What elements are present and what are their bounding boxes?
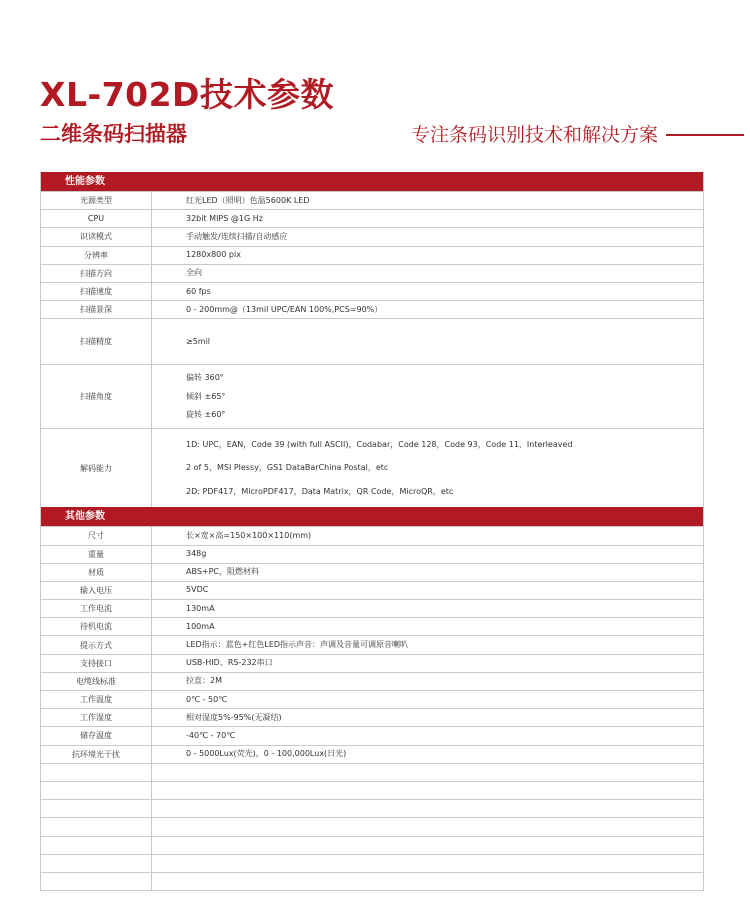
table-row [41,282,703,300]
table-row [41,545,703,563]
row-value: ≥5mil [186,336,211,346]
section-header-performance: 性能参数 [41,172,703,191]
row-label: 提示方式 [41,636,152,653]
row-value: 长×宽×高=150×100×110(mm) [186,530,312,540]
row-value: 1280x800 pix [186,250,241,260]
table-row-empty [41,817,703,835]
row-label: 解码能力 [41,429,152,507]
table-row [41,654,703,672]
row-label: 待机电流 [41,618,152,635]
row-value-line: 偏转 360° [186,373,224,383]
row-label: 支持接口 [41,655,152,672]
page-title: XL-702D技术参数 [40,75,334,114]
row-label: 扫描方向 [41,265,152,282]
row-label: 材质 [41,564,152,581]
table-row [41,300,703,318]
row-label: 识读模式 [41,228,152,245]
table-row [41,563,703,581]
row-label: 分辨率 [41,247,152,264]
table-row [41,672,703,690]
table-row [41,581,703,599]
row-value: 拉直：2M [186,676,222,686]
row-label [41,782,152,799]
row-value: -40℃ - 70℃ [186,730,236,740]
row-value-line: 2 of 5，MSI Plessy，GS1 DataBarChina Postal，etc [186,463,389,473]
row-label: 输入电压 [41,582,152,599]
row-value: 手动触发/连续扫描/自动感应 [186,231,288,241]
row-label: 工作温度 [41,691,152,708]
row-label: 抗环境光干扰 [41,746,152,763]
table-row-empty [41,763,703,781]
tagline-divider [666,134,744,136]
row-label [41,764,152,781]
row-label [41,818,152,835]
row-label: 工作湿度 [41,709,152,726]
product-subtitle: 二维条码扫描器 [40,122,187,146]
table-row [41,209,703,227]
table-row [41,318,703,364]
table-row [41,428,703,507]
row-value: 红光LED（照明）色温5600K LED [186,195,310,205]
row-label: 扫描角度 [41,365,152,428]
spec-table [40,172,704,891]
row-label: 扫描速度 [41,283,152,300]
row-label: 尺寸 [41,527,152,544]
row-label: 电缆线标准 [41,673,152,690]
row-value: 100mA [186,621,215,631]
row-value: 130mA [186,603,215,613]
table-row [41,227,703,245]
row-label: 储存温度 [41,727,152,744]
table-row [41,264,703,282]
row-value: 0℃ - 50℃ [186,694,228,704]
row-value: 60 fps [186,286,211,296]
row-value: ABS+PC，阻燃材料 [186,567,260,577]
table-row [41,726,703,744]
row-value: 全向 [186,268,202,278]
table-row [41,526,703,544]
row-label [41,800,152,817]
row-value-line: 2D: PDF417，MicroPDF417，Data Matrix，QR Code，MicroQR，etc [186,486,454,496]
row-value-line: 旋转 ±60° [186,410,226,420]
row-value: 348g [186,549,207,559]
row-label: 重量 [41,546,152,563]
table-row [41,191,703,209]
row-value: 32bit MIPS @1G Hz [186,213,263,223]
table-row-empty [41,836,703,854]
row-value: LED指示：蓝色+红色LED指示声音：声调及音量可调原音喇叭 [186,640,409,650]
table-row [41,246,703,264]
row-value-line: 1D: UPC，EAN，Code 39 (with full ASCII)，Codabar，Code 128，Code 93，Code 11，Interleaved [186,439,573,449]
table-row [41,364,703,428]
row-label: 工作电流 [41,600,152,617]
table-row [41,708,703,726]
row-value: 5VDC [186,585,209,595]
tagline: 专注条码识别技术和解决方案 [410,124,658,146]
table-row [41,617,703,635]
row-label [41,873,152,890]
table-row [41,690,703,708]
table-row [41,745,703,763]
row-label [41,855,152,872]
table-row-empty [41,854,703,872]
row-label: 扫描精度 [41,319,152,364]
row-label: 扫描景深 [41,301,152,318]
row-label: CPU [41,210,152,227]
table-row-empty [41,781,703,799]
section-header-other: 其他参数 [41,507,703,526]
row-label [41,837,152,854]
row-value: 0 - 200mm@（13mil UPC/EAN 100%,PCS=90%） [186,304,383,314]
row-value: 相对湿度5%-95%(无凝结) [186,712,282,722]
table-row-empty [41,799,703,817]
row-label: 光源类型 [41,192,152,209]
table-row-empty [41,872,703,890]
row-value: USB-HID、RS-232串口 [186,658,273,668]
row-value-line: 倾斜 ±65° [186,391,226,401]
table-row [41,599,703,617]
table-row [41,635,703,653]
row-value: 0 - 5000Lux(荧光)，0 - 100,000Lux(日光) [186,749,347,759]
